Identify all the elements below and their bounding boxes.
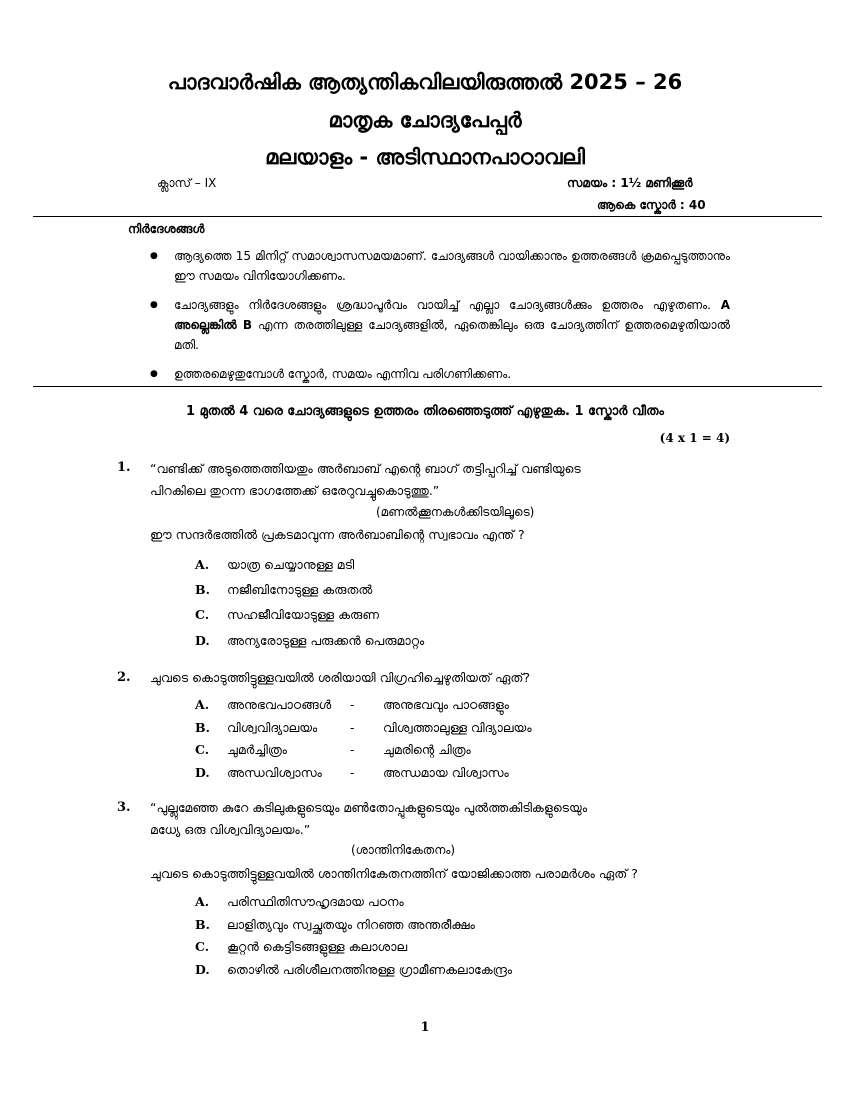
option-b: B. നജീബിനോടുള്ള കരുതൽ	[195, 582, 373, 597]
quote-source: (മണൽക്കൂനകൾക്കിടയിലൂടെ)	[376, 505, 535, 519]
page-number: 1	[420, 1020, 430, 1035]
question-quote: “പുല്ലുമേഞ്ഞ കുറേ കുടിലുകളുടെയും മൺതോപ്പുകളുടെയും പുൽത്തകിടികളുടെയും മധ്യേ ഒരു വിശ്വവിദ്യാലയം.”	[150, 800, 588, 837]
option-b: B. വിശ്വവിദ്യാലയം - വിശ്വത്താലുള്ള വിദ്യാലയം	[195, 720, 532, 735]
question-number: 3.	[117, 800, 131, 815]
section-score: (4 x 1 = 4)	[659, 431, 730, 445]
class-label: ക്ലാസ് – IX	[157, 176, 217, 190]
option-c: C. കൂറ്റൻ കെട്ടിടങ്ങളുള്ള കലാശാല	[195, 939, 408, 954]
total-score: ആകെ സ്കോർ : 40	[597, 198, 706, 212]
instruction-item: ● ഉത്തരമെഴുതുമ്പോൾ സ്കോർ, സമയം എന്നിവ പരിഗണിക്കണം.	[150, 364, 730, 384]
option-a: A. അനുഭവപാഠങ്ങൾ - അനുഭവവും പാഠങ്ങളും	[195, 697, 509, 712]
exam-title: പാദവാർഷിക ആത്യന്തികവിലയിരുത്തൽ 2025 – 26	[167, 70, 683, 94]
question-number: 1.	[117, 460, 131, 475]
paper-type-title: മാതൃക ചോദ്യപേപ്പർ	[328, 108, 522, 132]
option-c: C. സഹജീവിയോടുള്ള കരുണ	[195, 607, 379, 622]
question-text: ഈ സന്ദർഭത്തിൽ പ്രകടമാവുന്ന അർബാബിന്റെ സ്വഭാവം എന്ത് ?	[150, 527, 525, 542]
section-heading: 1 മുതൽ 4 വരെ ചോദ്യങ്ങളുടെ ഉത്തരം തിരഞ്ഞെടുത്ത് എഴുതുക. 1 സ്കോർ വീതം	[186, 404, 664, 419]
option-c: C. ചുമർച്ചിത്രം - ചുമരിന്റെ ചിത്രം	[195, 742, 471, 757]
quote-source: (ശാന്തിനികേതനം)	[351, 843, 456, 857]
option-d: D. തൊഴിൽ പരിശീലനത്തിനുള്ള ഗ്രാമീണകലാകേന്ദ്രം	[195, 962, 513, 977]
instruction-item: ● ആദ്യത്തെ 15 മിനിറ്റ് സമാശ്വാസസമയമാണ്. ചോദ്യങ്ങൾ വായിക്കാനും ഉത്തരങ്ങൾ ക്രമപ്പെടുത്താനും ഈ സമയം വിനിയോഗിക്കണം.	[150, 246, 730, 286]
option-a: A. പരിസ്ഥിതിസൗഹൃദമായ പഠനം	[195, 894, 404, 909]
instruction-item: ● ചോദ്യങ്ങളും നിർദേശങ്ങളും ശ്രദ്ധാപൂർവം വായിച്ച് എല്ലാ ചോദ്യങ്ങൾക്കും ഉത്തരം എഴുതണം. A അല്ലെങ്കിൽ B എന്ന തരത്തിലുള്ള ചോദ്യങ്ങളിൽ, ഏതെങ്കിലും ഒരു ചോദ്യത്തിന് ഉത്തരമെഴുതിയാൽ മതി.	[150, 295, 730, 355]
question-text: ചുവടെ കൊടുത്തിട്ടുള്ളവയിൽ ശരിയായി വിഗ്രഹിച്ചെഴുതിയത് ഏത്?	[150, 670, 531, 685]
option-a: A. യാത്ര ചെയ്യാനുള്ള മടി	[195, 557, 355, 572]
question-text: ചുവടെ കൊടുത്തിട്ടുള്ളവയിൽ ശാന്തിനികേതനത്തിന് യോജിക്കാത്ത പരാമർശം ഏത് ?	[150, 866, 638, 881]
top-divider	[33, 216, 822, 217]
question-number: 2.	[117, 670, 131, 685]
option-d: D. അന്യരോടുള്ള പരുക്കൻ പെരുമാറ്റം	[195, 633, 425, 648]
instructions-title: നിർദേശങ്ങൾ	[128, 222, 205, 236]
option-b: B. ലാളിത്യവും സ്വച്ഛതയും നിറഞ്ഞ അന്തരീക്ഷം	[195, 917, 475, 932]
instructions-divider	[33, 386, 822, 387]
question-quote: “വണ്ടിക്ക് അടുത്തെത്തിയതും അർബാബ് എന്റെ ബാഗ് തട്ടിപ്പറിച്ച് വണ്ടിയുടെ പിറകിലെ തുറന്ന ഭാഗത്തേക്ക് ഒരേറുവച്ചുകൊടുത്തു.”	[150, 461, 581, 498]
instructions-list	[150, 246, 730, 393]
option-d: D. അന്ധവിശ്വാസം - അന്ധമായ വിശ്വാസം	[195, 765, 509, 780]
subject-title: മലയാളം - അടിസ്ഥാനപാഠാവലി	[265, 145, 585, 169]
time-label: സമയം : 1½ മണിക്കൂർ	[567, 176, 693, 190]
